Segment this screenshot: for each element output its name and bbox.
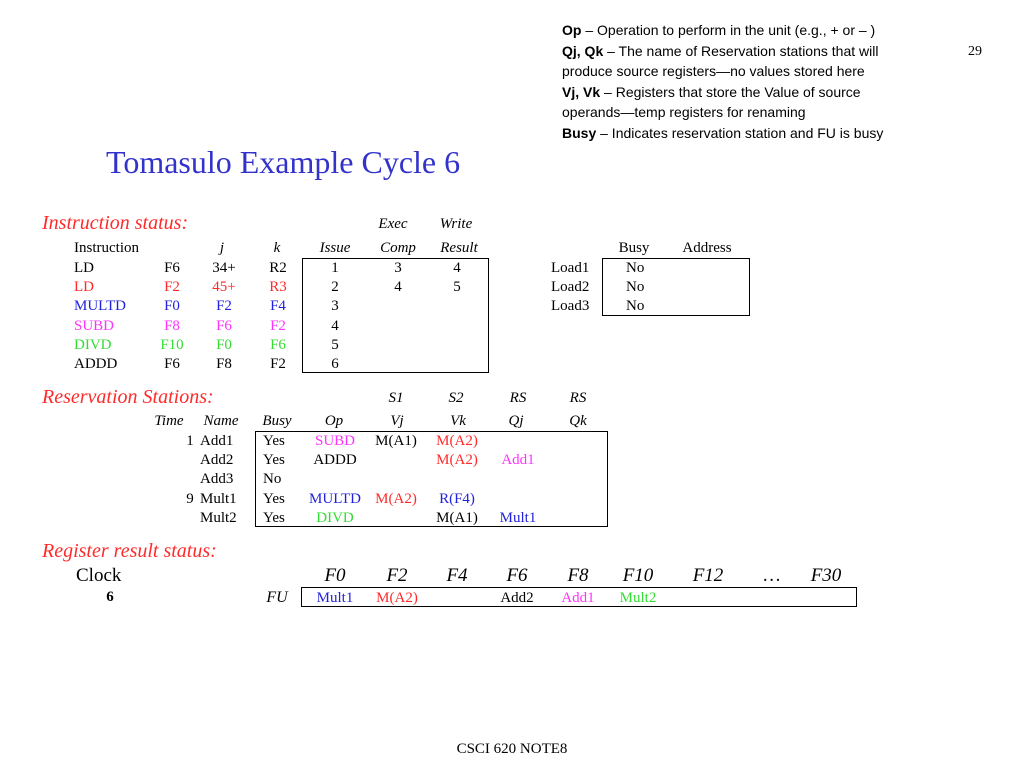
load-buffer-box: [602, 258, 750, 316]
instr-j: 34+: [212, 260, 236, 276]
rs2-header: RS: [569, 390, 587, 406]
load-busy-header: Busy: [618, 240, 650, 256]
register-name: F2: [386, 565, 408, 586]
instr-j: F2: [216, 298, 232, 314]
slide-footer: CSCI 620 NOTE8: [456, 741, 568, 757]
slide-title: Tomasulo Example Cycle 6: [106, 144, 461, 180]
rs-busy: Yes: [263, 510, 285, 526]
legend-line: Busy – Indicates reservation station and FU is busy: [562, 124, 884, 141]
load-address-header: Address: [682, 240, 732, 256]
vj-header: Vj: [390, 413, 404, 429]
rs-busy: Yes: [263, 452, 285, 468]
rs-vk: M(A1): [436, 510, 478, 526]
reservation-stations-heading: Reservation Stations:: [42, 386, 214, 408]
time-header: Time: [154, 413, 184, 429]
instr-k: R2: [269, 260, 287, 276]
rs-time: 9: [186, 491, 194, 507]
rs-name: Mult1: [200, 491, 237, 507]
instr-issue: 1: [331, 260, 339, 276]
legend-line: Vj, Vk – Registers that store the Value of source: [562, 83, 861, 100]
issue-header: Issue: [319, 240, 351, 256]
rs-vk: M(A2): [436, 452, 478, 468]
register-name: F10: [622, 565, 654, 586]
vk-header: Vk: [450, 413, 466, 429]
instruction-status-heading: Instruction status:: [42, 212, 189, 234]
reservation-stations-box: [255, 431, 608, 527]
rs-time: 1: [186, 433, 194, 449]
busy-header: Busy: [262, 413, 292, 429]
rs-vj: M(A1): [375, 433, 417, 449]
qj-header: Qj: [508, 413, 524, 429]
rs-qj: Add1: [501, 452, 535, 468]
rs-vk: R(F4): [439, 491, 475, 507]
register-name: F6: [506, 565, 528, 586]
instr-issue: 5: [331, 337, 339, 353]
instr-dest: F8: [164, 318, 180, 334]
load-busy: No: [626, 260, 645, 276]
register-fu: Mult1: [316, 590, 354, 606]
load-name: Load1: [551, 260, 590, 276]
instr-op: MULTD: [74, 298, 126, 314]
instr-comp: 3: [394, 260, 402, 276]
instr-k: F2: [270, 356, 286, 372]
register-name: F4: [446, 565, 468, 586]
rs-busy: Yes: [263, 491, 285, 507]
instr-j: F8: [216, 356, 232, 372]
j-header: j: [219, 240, 225, 256]
instr-j: F6: [216, 318, 232, 334]
result-header: Result: [440, 240, 478, 256]
load-name: Load2: [551, 279, 590, 295]
legend-line: Qj, Qk – The name of Reservation stations that will: [562, 42, 879, 59]
rs-op: ADDD: [313, 452, 357, 468]
s2-header: S2: [448, 390, 464, 406]
rs-name: Mult2: [200, 510, 237, 526]
instr-issue: 3: [331, 298, 339, 314]
clock-label: Clock: [76, 565, 122, 586]
rs-vk: M(A2): [436, 433, 478, 449]
rs-name: Add3: [200, 471, 234, 487]
register-fu: Mult2: [619, 590, 657, 606]
exec-header: Exec: [378, 216, 408, 232]
register-fu: Add1: [561, 590, 595, 606]
instr-k: R3: [269, 279, 287, 295]
legend-line: Op – Operation to perform in the unit (e.g., + or – ): [562, 22, 876, 38]
instr-comp: 4: [394, 279, 402, 295]
register-name: F0: [324, 565, 346, 586]
register-name: F12: [692, 565, 724, 586]
register-status-heading: Register result status:: [42, 540, 217, 562]
k-header: k: [273, 240, 281, 256]
instr-op: ADDD: [74, 356, 118, 372]
instr-result: 5: [453, 279, 461, 295]
instr-k: F6: [270, 337, 286, 353]
register-name: F8: [567, 565, 589, 586]
rs1-header: RS: [509, 390, 527, 406]
instruction-header: Instruction: [74, 240, 139, 256]
rs-name: Add2: [200, 452, 234, 468]
instr-issue: 4: [331, 318, 339, 334]
clock-value: 6: [106, 589, 114, 605]
legend-line: produce source registers—no values stored here: [562, 63, 865, 80]
instr-dest: F0: [164, 298, 180, 314]
rs-op: DIVD: [316, 510, 354, 526]
rs-busy: Yes: [263, 433, 285, 449]
instr-op: LD: [74, 279, 94, 295]
instr-issue: 6: [331, 356, 339, 372]
instr-op: SUBD: [74, 318, 115, 334]
instr-dest: F2: [164, 279, 180, 295]
op-header: Op: [324, 413, 344, 429]
load-busy: No: [626, 298, 645, 314]
instr-op: DIVD: [74, 337, 112, 353]
rs-qj: Mult1: [499, 510, 537, 526]
rs-op: MULTD: [309, 491, 361, 507]
qk-header: Qk: [569, 413, 587, 429]
comp-header: Comp: [380, 240, 416, 256]
s1-header: S1: [388, 390, 404, 406]
instr-dest: F6: [164, 260, 180, 276]
slide-number: 29: [968, 44, 982, 59]
instr-j: F0: [216, 337, 232, 353]
register-fu: Add2: [500, 590, 534, 606]
write-header: Write: [439, 216, 473, 232]
rs-name: Add1: [200, 433, 234, 449]
instr-dest: F6: [164, 356, 180, 372]
rs-op: SUBD: [314, 433, 356, 449]
name-header: Name: [203, 413, 239, 429]
instr-issue: 2: [331, 279, 339, 295]
instr-k: F2: [270, 318, 286, 334]
instr-k: F4: [270, 298, 286, 314]
load-busy: No: [626, 279, 645, 295]
instr-op: LD: [74, 260, 94, 276]
rs-busy: No: [263, 471, 282, 487]
definitions-legend: [562, 20, 883, 144]
instr-j: 45+: [212, 279, 236, 295]
register-name: …: [763, 565, 781, 586]
rs-vj: M(A2): [375, 491, 417, 507]
instr-dest: F10: [160, 337, 184, 353]
instr-result: 4: [453, 260, 461, 276]
fu-label: FU: [266, 589, 288, 606]
register-name: F30: [810, 565, 842, 586]
register-fu: M(A2): [376, 590, 418, 606]
load-name: Load3: [551, 298, 590, 314]
legend-line: operands—temp registers for renaming: [562, 104, 806, 121]
